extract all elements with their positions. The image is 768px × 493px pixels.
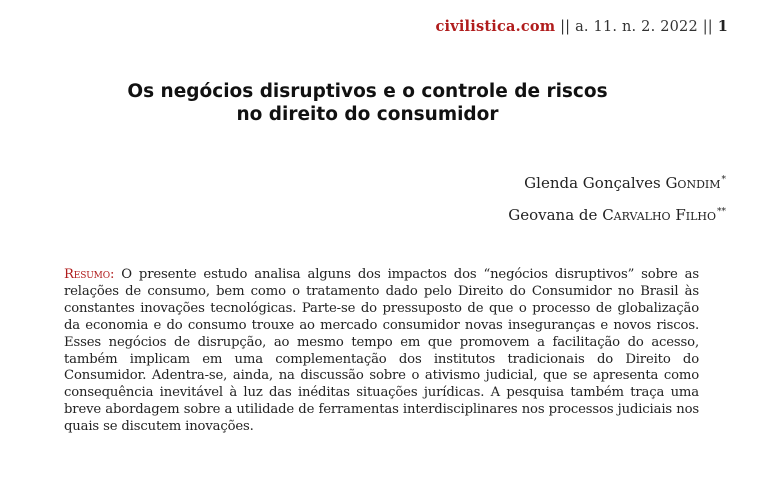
author-given-name: Geovana de — [508, 206, 603, 224]
header-separator: || — [697, 19, 718, 35]
journal-name: civilistica.com — [435, 18, 556, 35]
author-footnote-mark[interactable]: ** — [717, 207, 726, 217]
author-1 — [508, 166, 726, 198]
title-line-1: Os negócios disruptivos e o controle de riscos — [127, 81, 608, 102]
issue-info: a. 11. n. 2. 2022 — [575, 19, 698, 35]
page-number: 1 — [717, 18, 728, 35]
running-header — [435, 18, 728, 35]
abstract — [64, 267, 699, 436]
header-separator: || — [555, 19, 576, 35]
author-surname: Gondim — [665, 174, 721, 192]
author-footnote-mark[interactable]: * — [721, 175, 726, 185]
abstract-label: Resumo: — [64, 267, 115, 282]
title-line-2: no direito do consumidor — [236, 104, 499, 125]
abstract-text: O presente estudo analisa alguns dos impactos dos “negócios disruptivos” sobre as relações de consumo, bem como o tratamento dado pelo Direito do Consumidor no Brasil às constantes inovações tecnológicas. Parte-se do pressuposto de que o processo de globalização da economia e do consumo trouxe ao mercado consumidor novas inseguranças e novos riscos. Esses negócios de disrupção, ao mesmo tempo em que promovem a facilitação do acesso, também implicam em uma complementação dos institutos tradicionais do Direito do Consumidor. Adentra-se, ainda, na discussão sobre o ativismo judicial, que se apresenta como consequência inevitável à luz das inéditas situações jurídicas. A pesquisa também traça uma breve abordagem sobre a utilidade de ferramentas interdisciplinares nos processos judiciais nos quais se discutem inovações. — [64, 267, 699, 435]
author-surname: Carvalho Filho — [602, 206, 716, 224]
author-2 — [508, 198, 726, 230]
article-title — [0, 80, 735, 126]
author-list — [508, 166, 726, 230]
author-given-name: Glenda Gonçalves — [524, 174, 666, 192]
